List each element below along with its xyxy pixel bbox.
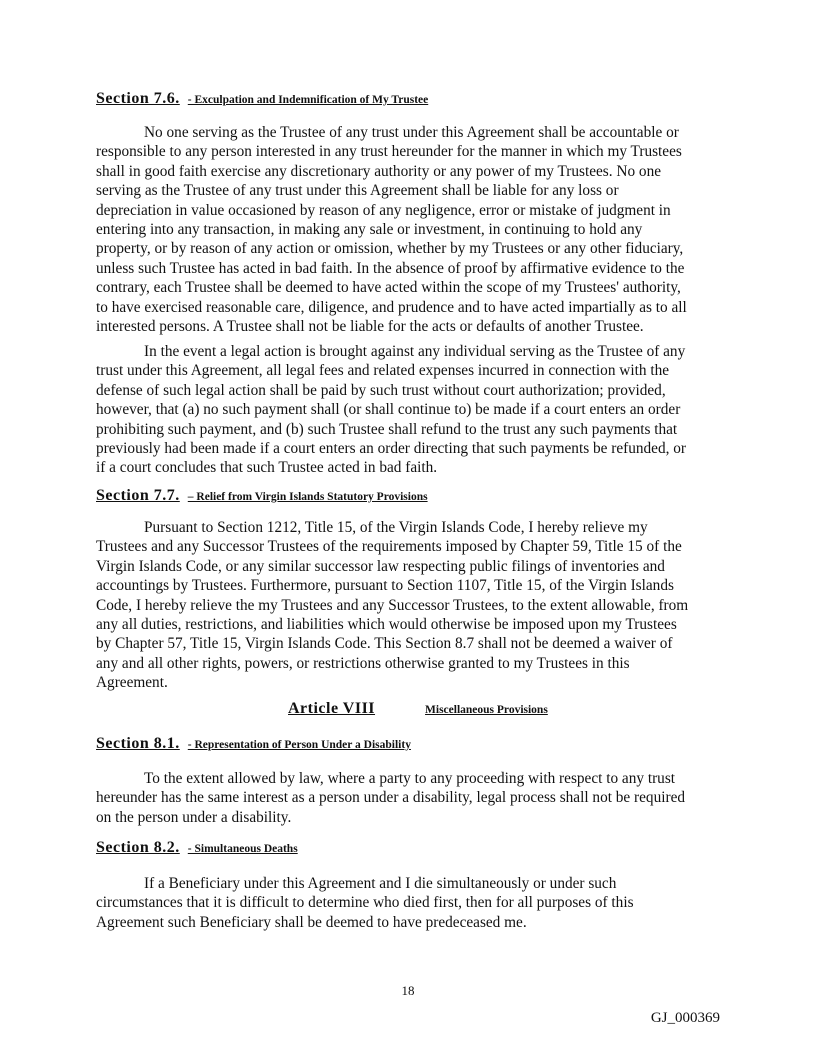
text-line: defense of such legal action shall be paid by such trust without court authorization; provided, xyxy=(96,381,666,399)
section-number: Section 8.2. xyxy=(96,839,180,856)
text-line: responsible to any person interested in any trust hereunder for the manner in which my Trustees xyxy=(96,143,682,161)
section-7-6-heading xyxy=(96,90,428,108)
section-8-2-paragraph-1 xyxy=(96,874,722,932)
text-line: shall in good faith exercise any discretionary authority or any power of my Trustees. No one xyxy=(96,162,662,180)
text-line: Trustees and any Successor Trustees of the requirements imposed by Chapter 59, Title 15 of the xyxy=(96,538,682,556)
text-line: by Chapter 57, Title 15, Virgin Islands Code. This Section 8.7 shall not be deemed a waiver of xyxy=(96,635,673,653)
section-number: Section 7.6. xyxy=(96,90,180,107)
text-line: Agreement. xyxy=(96,674,168,692)
text-line: contrary, each Trustee shall be deemed to have acted within the scope of my Trustees' authority, xyxy=(96,279,681,297)
text-line: interested persons. A Trustee shall not be liable for the acts or defaults of another Trustee. xyxy=(96,318,644,336)
text-line: any all duties, restrictions, and liabilities which would otherwise be imposed upon my Trustees xyxy=(96,616,677,634)
article-title: Miscellaneous Provisions xyxy=(425,704,548,716)
bates-number: GJ_000369 xyxy=(650,1010,720,1026)
article-number: Article VIII xyxy=(288,700,376,717)
text-line: Agreement such Beneficiary shall be deemed to have predeceased me. xyxy=(96,913,527,931)
text-line: In the event a legal action is brought against any individual serving as the Trustee of any xyxy=(144,343,686,360)
text-line: hereunder has the same interest as a person under a disability, legal process shall not be required xyxy=(96,789,686,807)
section-7-6-paragraph-1 xyxy=(96,123,722,336)
text-line: property, or by reason of any action or omission, whether by my Trustees or any other fiduciary, xyxy=(96,240,684,258)
text-line: trust under this Agreement, all legal fees and related expenses incurred in connection with the xyxy=(96,362,670,380)
section-7-6-paragraph-2 xyxy=(96,342,722,478)
section-7-7-heading xyxy=(96,487,428,505)
text-line: If a Beneficiary under this Agreement and I die simultaneously or under such xyxy=(144,875,617,892)
text-line: previously had been made if a court enters an order directing that such payments be refunded, or xyxy=(96,440,686,458)
text-line: Pursuant to Section 1212, Title 15, of the Virgin Islands Code, I hereby relieve my xyxy=(144,519,648,536)
text-line: circumstances that it is difficult to determine who died first, then for all purposes of this xyxy=(96,894,634,912)
text-line: on the person under a disability. xyxy=(96,808,292,826)
text-line: if a court concludes that such Trustee acted in bad faith. xyxy=(96,459,438,477)
section-title: - Exculpation and Indemnification of My Trustee xyxy=(187,94,429,106)
section-title: – Relief from Virgin Islands Statutory Provisions xyxy=(187,491,428,503)
text-line: unless such Trustee has acted in bad faith. In the absence of proof by affirmative evidence to the xyxy=(96,259,685,277)
section-title: - Simultaneous Deaths xyxy=(187,843,298,855)
section-title: - Representation of Person Under a Disability xyxy=(187,739,411,751)
text-line: Code, I hereby relieve the my Trustees and any Successor Trustees, to the extent allowable, from xyxy=(96,596,689,614)
text-line: to have exercised reasonable care, diligence, and prudence and to have acted impartially as to all xyxy=(96,298,687,316)
article-heading xyxy=(288,700,548,718)
text-line: Virgin Islands Code, or any similar successor law respecting public filings of inventories and xyxy=(96,557,665,575)
text-line: any and all other rights, powers, or restrictions otherwise granted to my Trustees in this xyxy=(96,654,630,672)
page-number: 18 xyxy=(401,983,415,998)
text-line: entering into any transaction, in making any sale or investment, in continuing to hold any xyxy=(96,221,643,239)
section-number: Section 7.7. xyxy=(96,487,180,504)
text-line: serving as the Trustee of any trust under this Agreement shall be liable for any loss or xyxy=(96,182,619,200)
section-number: Section 8.1. xyxy=(96,735,180,752)
text-line: No one serving as the Trustee of any trust under this Agreement shall be accountable or xyxy=(144,124,679,141)
section-7-7-paragraph-1 xyxy=(96,518,722,693)
text-line: accountings by Trustees. Furthermore, pursuant to Section 1107, Title 15, of the Virgin Islands xyxy=(96,577,674,595)
text-line: prohibiting such payment, and (b) such Trustee shall refund to the trust any such payments that xyxy=(96,420,678,438)
text-line: depreciation in value occasioned by reason of any negligence, error or mistake of judgment in xyxy=(96,201,671,219)
text-line: however, that (a) no such payment shall (or shall continue to) be made if a court enters an order xyxy=(96,401,681,419)
text-line: To the extent allowed by law, where a party to any proceeding with respect to any trust xyxy=(144,770,676,787)
section-8-1-heading xyxy=(96,735,411,753)
section-8-1-paragraph-1 xyxy=(96,769,722,827)
section-8-2-heading xyxy=(96,839,298,857)
